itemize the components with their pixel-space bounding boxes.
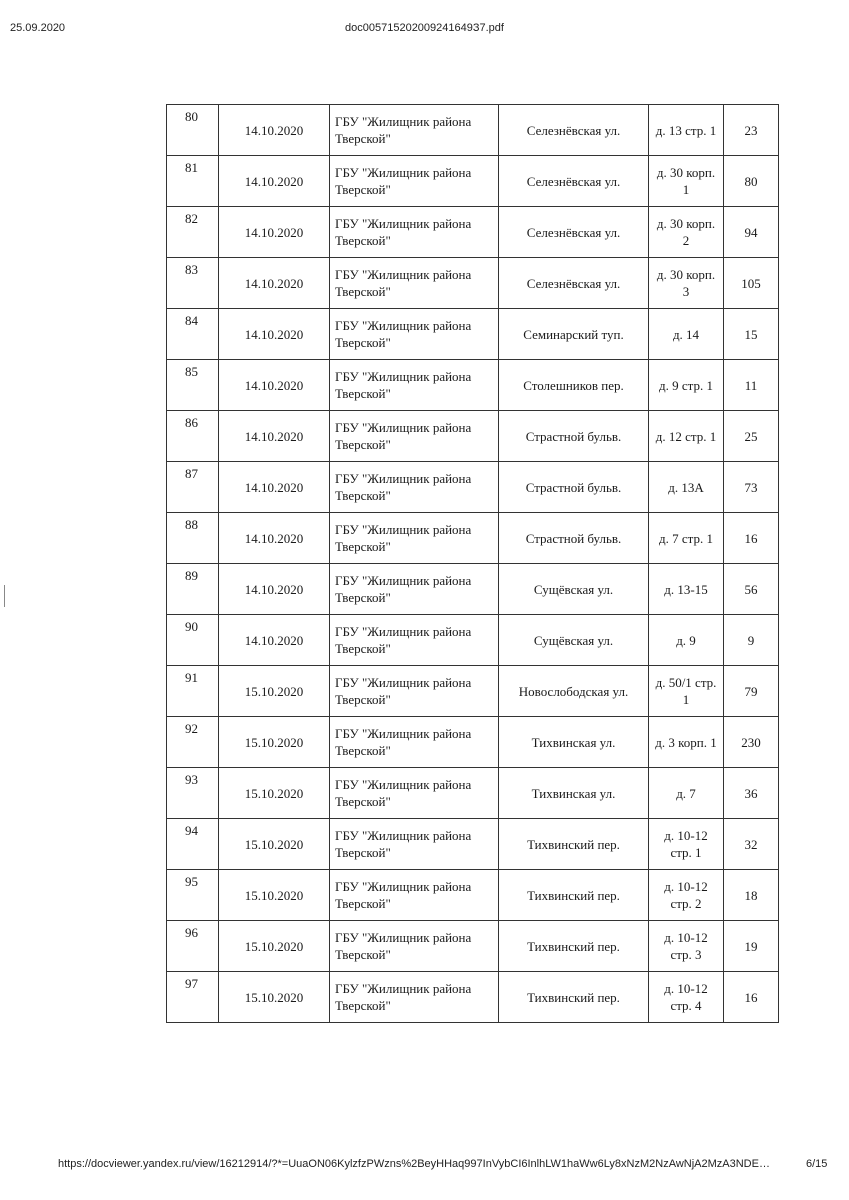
street-cell: Селезнёвская ул. (499, 258, 649, 309)
date-cell: 15.10.2020 (219, 666, 330, 717)
row-number-cell: 91 (167, 666, 219, 717)
document-url: https://docviewer.yandex.ru/view/16212914/?*=UuaON06KylzfzPWzns%2BeyHHaq997InVybCI6InlhLW1haWw6Ly8xNzM2NzAwNjA2MzA3NDE… (58, 1158, 770, 1170)
organization-cell: ГБУ "Жилищник района Тверской" (330, 768, 499, 819)
house-cell: д. 30 корп. 1 (649, 156, 724, 207)
organization-cell: ГБУ "Жилищник района Тверской" (330, 411, 499, 462)
date-cell: 15.10.2020 (219, 972, 330, 1023)
count-cell: 230 (724, 717, 779, 768)
count-cell: 36 (724, 768, 779, 819)
organization-cell: ГБУ "Жилищник района Тверской" (330, 615, 499, 666)
table-row (167, 156, 779, 207)
table-row (167, 513, 779, 564)
house-cell: д. 13А (649, 462, 724, 513)
date-cell: 14.10.2020 (219, 411, 330, 462)
house-cell: д. 9 (649, 615, 724, 666)
house-cell: д. 13 стр. 1 (649, 105, 724, 156)
organization-cell: ГБУ "Жилищник района Тверской" (330, 666, 499, 717)
date-cell: 14.10.2020 (219, 207, 330, 258)
house-cell: д. 10-12 стр. 2 (649, 870, 724, 921)
organization-cell: ГБУ "Жилищник района Тверской" (330, 717, 499, 768)
count-cell: 32 (724, 819, 779, 870)
date-cell: 15.10.2020 (219, 921, 330, 972)
organization-cell: ГБУ "Жилищник района Тверской" (330, 921, 499, 972)
table-row (167, 411, 779, 462)
table-row (167, 615, 779, 666)
count-cell: 9 (724, 615, 779, 666)
scan-margin-mark (4, 585, 5, 607)
street-cell: Сущёвская ул. (499, 564, 649, 615)
street-cell: Селезнёвская ул. (499, 207, 649, 258)
street-cell: Тихвинский пер. (499, 819, 649, 870)
date-cell: 14.10.2020 (219, 462, 330, 513)
date-cell: 15.10.2020 (219, 819, 330, 870)
date-cell: 14.10.2020 (219, 564, 330, 615)
date-cell: 14.10.2020 (219, 309, 330, 360)
house-cell: д. 13-15 (649, 564, 724, 615)
street-cell: Столешников пер. (499, 360, 649, 411)
organization-cell: ГБУ "Жилищник района Тверской" (330, 513, 499, 564)
print-date: 25.09.2020 (10, 22, 66, 34)
table-row (167, 921, 779, 972)
organization-cell: ГБУ "Жилищник района Тверской" (330, 972, 499, 1023)
row-number-cell: 92 (167, 717, 219, 768)
count-cell: 25 (724, 411, 779, 462)
count-cell: 15 (724, 309, 779, 360)
street-cell: Новослободская ул. (499, 666, 649, 717)
date-cell: 15.10.2020 (219, 717, 330, 768)
row-number-cell: 80 (167, 105, 219, 156)
house-cell: д. 14 (649, 309, 724, 360)
records-table (166, 104, 779, 1023)
table-row (167, 462, 779, 513)
date-cell: 14.10.2020 (219, 156, 330, 207)
house-cell: д. 10-12 стр. 1 (649, 819, 724, 870)
street-cell: Страстной бульв. (499, 462, 649, 513)
count-cell: 94 (724, 207, 779, 258)
row-number-cell: 85 (167, 360, 219, 411)
table-row (167, 564, 779, 615)
row-number-cell: 96 (167, 921, 219, 972)
count-cell: 80 (724, 156, 779, 207)
date-cell: 14.10.2020 (219, 105, 330, 156)
street-cell: Тихвинский пер. (499, 972, 649, 1023)
street-cell: Страстной бульв. (499, 411, 649, 462)
count-cell: 18 (724, 870, 779, 921)
organization-cell: ГБУ "Жилищник района Тверской" (330, 462, 499, 513)
house-cell: д. 3 корп. 1 (649, 717, 724, 768)
date-cell: 14.10.2020 (219, 258, 330, 309)
house-cell: д. 10-12 стр. 4 (649, 972, 724, 1023)
date-cell: 15.10.2020 (219, 870, 330, 921)
house-cell: д. 7 стр. 1 (649, 513, 724, 564)
organization-cell: ГБУ "Жилищник района Тверской" (330, 207, 499, 258)
organization-cell: ГБУ "Жилищник района Тверской" (330, 258, 499, 309)
table-row (167, 768, 779, 819)
table-row (167, 819, 779, 870)
row-number-cell: 82 (167, 207, 219, 258)
row-number-cell: 94 (167, 819, 219, 870)
count-cell: 73 (724, 462, 779, 513)
street-cell: Тихвинская ул. (499, 717, 649, 768)
street-cell: Селезнёвская ул. (499, 105, 649, 156)
table-row (167, 258, 779, 309)
organization-cell: ГБУ "Жилищник района Тверской" (330, 819, 499, 870)
table-row (167, 717, 779, 768)
row-number-cell: 81 (167, 156, 219, 207)
house-cell: д. 30 корп. 3 (649, 258, 724, 309)
house-cell: д. 12 стр. 1 (649, 411, 724, 462)
table-row (167, 666, 779, 717)
row-number-cell: 95 (167, 870, 219, 921)
row-number-cell: 89 (167, 564, 219, 615)
row-number-cell: 93 (167, 768, 219, 819)
table-row (167, 360, 779, 411)
table-row (167, 870, 779, 921)
organization-cell: ГБУ "Жилищник района Тверской" (330, 870, 499, 921)
row-number-cell: 83 (167, 258, 219, 309)
records-table-body (167, 105, 779, 1023)
organization-cell: ГБУ "Жилищник района Тверской" (330, 156, 499, 207)
house-cell: д. 10-12 стр. 3 (649, 921, 724, 972)
organization-cell: ГБУ "Жилищник района Тверской" (330, 360, 499, 411)
row-number-cell: 88 (167, 513, 219, 564)
table-row (167, 972, 779, 1023)
date-cell: 14.10.2020 (219, 615, 330, 666)
house-cell: д. 30 корп. 2 (649, 207, 724, 258)
row-number-cell: 84 (167, 309, 219, 360)
organization-cell: ГБУ "Жилищник района Тверской" (330, 564, 499, 615)
date-cell: 15.10.2020 (219, 768, 330, 819)
street-cell: Сущёвская ул. (499, 615, 649, 666)
house-cell: д. 9 стр. 1 (649, 360, 724, 411)
count-cell: 23 (724, 105, 779, 156)
count-cell: 11 (724, 360, 779, 411)
count-cell: 56 (724, 564, 779, 615)
street-cell: Тихвинский пер. (499, 921, 649, 972)
street-cell: Тихвинская ул. (499, 768, 649, 819)
row-number-cell: 87 (167, 462, 219, 513)
count-cell: 79 (724, 666, 779, 717)
table-row (167, 105, 779, 156)
row-number-cell: 97 (167, 972, 219, 1023)
street-cell: Селезнёвская ул. (499, 156, 649, 207)
house-cell: д. 7 (649, 768, 724, 819)
street-cell: Страстной бульв. (499, 513, 649, 564)
count-cell: 105 (724, 258, 779, 309)
row-number-cell: 86 (167, 411, 219, 462)
table-row (167, 207, 779, 258)
street-cell: Тихвинский пер. (499, 870, 649, 921)
row-number-cell: 90 (167, 615, 219, 666)
page-number: 6/15 (806, 1158, 828, 1170)
document-filename: doc005715202009241649З7.pdf (345, 22, 504, 34)
house-cell: д. 50/1 стр. 1 (649, 666, 724, 717)
date-cell: 14.10.2020 (219, 513, 330, 564)
print-footer (0, 1158, 849, 1178)
count-cell: 19 (724, 921, 779, 972)
print-header (0, 0, 849, 40)
street-cell: Семинарский туп. (499, 309, 649, 360)
table-row (167, 309, 779, 360)
count-cell: 16 (724, 513, 779, 564)
organization-cell: ГБУ "Жилищник района Тверской" (330, 309, 499, 360)
date-cell: 14.10.2020 (219, 360, 330, 411)
count-cell: 16 (724, 972, 779, 1023)
organization-cell: ГБУ "Жилищник района Тверской" (330, 105, 499, 156)
